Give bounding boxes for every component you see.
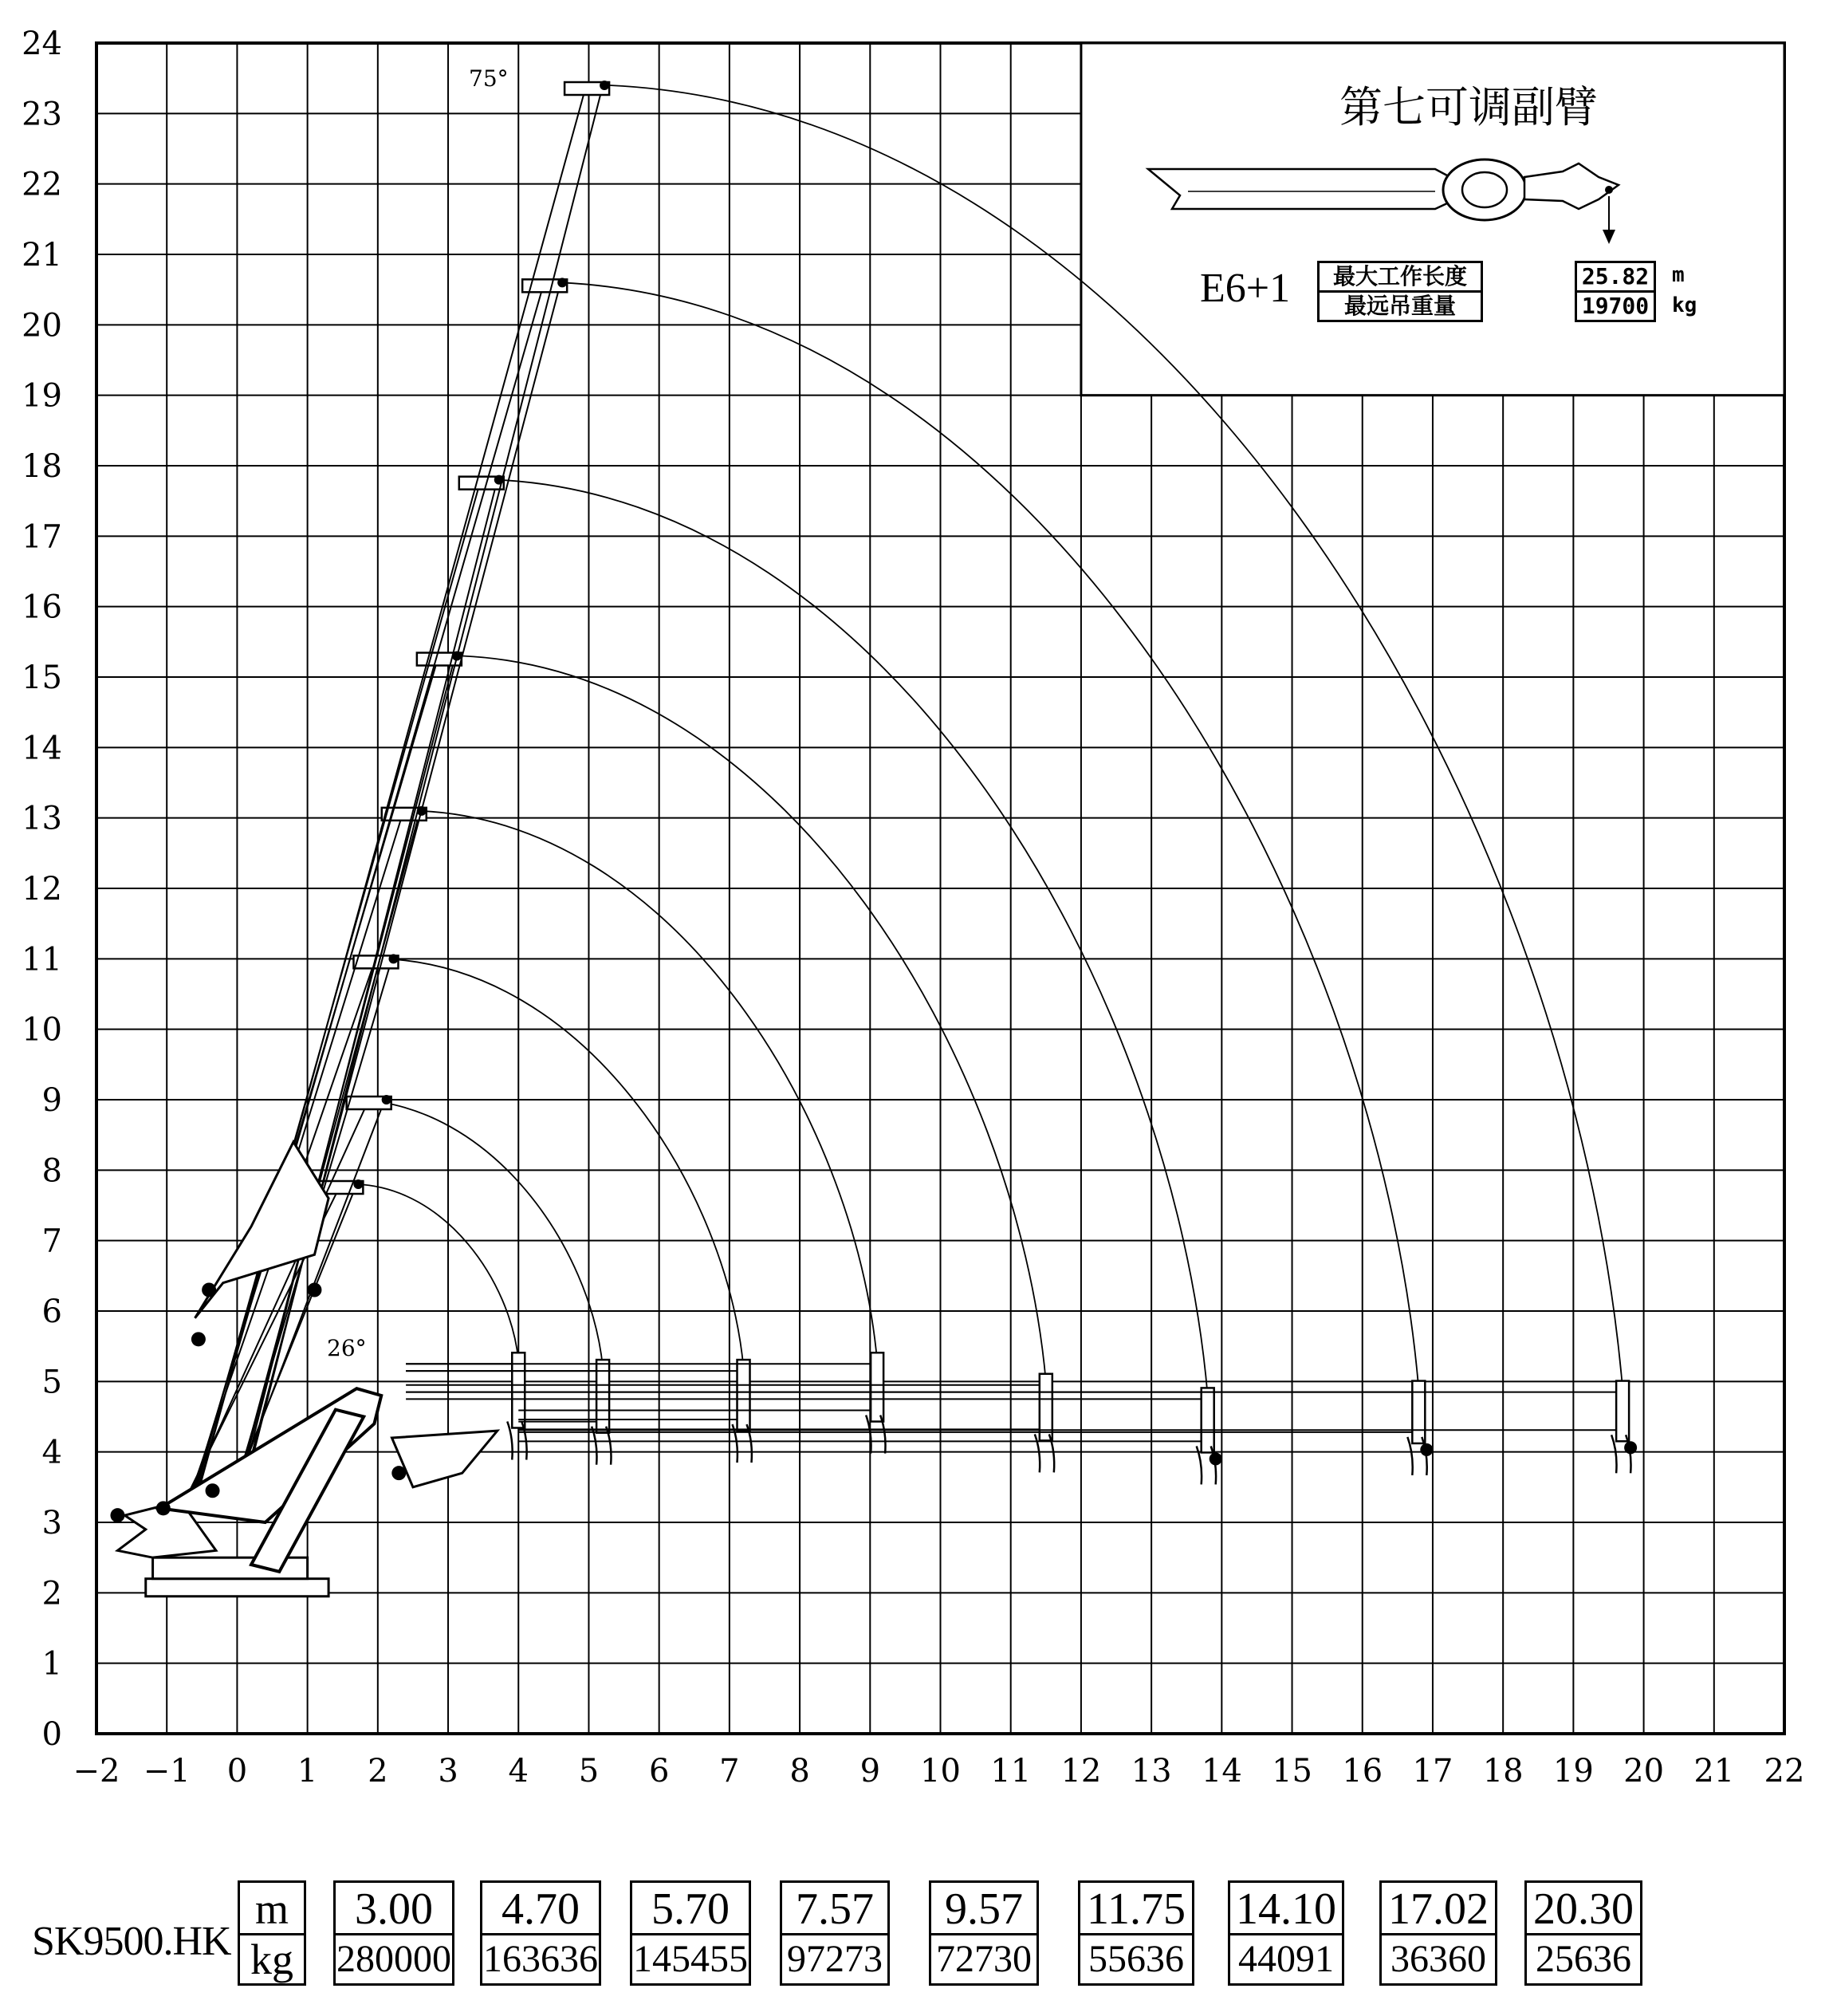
x-tick-label: 9 (859, 1753, 881, 1790)
legend-label-load: 最远吊重量 (1320, 290, 1481, 320)
y-tick-label: 16 (22, 589, 62, 626)
unit-kg: kg (250, 1935, 293, 1983)
y-tick-label: 5 (41, 1364, 62, 1401)
y-tick-label: 18 (22, 448, 62, 485)
x-tick-labels (73, 1753, 1805, 1790)
y-tick-label: 7 (41, 1223, 62, 1260)
legend-value-load: 19700 (1577, 290, 1654, 320)
pin-joint (156, 1501, 171, 1515)
reach-value: 11.75 (1087, 1884, 1186, 1934)
load-value: 36360 (1390, 1938, 1486, 1980)
y-tick-label: 17 (22, 518, 62, 556)
y-tick-label: 6 (41, 1293, 62, 1330)
legend-title: 第七可调副臂 (1339, 82, 1598, 132)
x-tick-label: 12 (1060, 1753, 1102, 1790)
boom-edge (198, 89, 585, 1494)
x-tick-label: 5 (578, 1753, 600, 1790)
boom-collar-low (1202, 1388, 1214, 1452)
y-tick-label: 1 (41, 1645, 62, 1683)
legend-label-box (1317, 261, 1483, 322)
x-tick-label: 21 (1693, 1753, 1735, 1790)
x-tick-label: 16 (1342, 1753, 1383, 1790)
angle-label-max: 75° (469, 65, 509, 92)
boom-collar-low (1616, 1381, 1629, 1442)
x-tick-label: 22 (1764, 1753, 1805, 1790)
x-tick-label: 4 (508, 1753, 529, 1790)
y-tick-label: 11 (22, 941, 62, 978)
y-tick-label: 15 (22, 660, 62, 696)
lowered-arm (391, 1431, 497, 1487)
reach-value: 3.00 (355, 1884, 433, 1934)
load-table-unit-cell (238, 1880, 306, 1986)
boom-tip-pin (557, 278, 567, 287)
boom-tip-pin (600, 81, 609, 90)
model-label: SK9500.HK (32, 1919, 231, 1964)
x-tick-label: 7 (719, 1753, 740, 1790)
load-cell (1078, 1880, 1194, 1986)
legend-unit-length: m (1672, 263, 1685, 287)
y-tick-label: 0 (41, 1716, 62, 1753)
y-tick-label: 10 (22, 1011, 62, 1049)
pin-joint (307, 1283, 321, 1297)
y-tick-label: 12 (22, 871, 62, 908)
y-tick-label: 13 (22, 800, 62, 837)
x-tick-label: 10 (920, 1753, 961, 1790)
jib-pivot-inner (1462, 172, 1507, 207)
pin-joint (202, 1283, 216, 1297)
reach-value: 7.57 (796, 1884, 874, 1934)
y-tick-label: 19 (22, 377, 62, 415)
load-value: 25636 (1536, 1938, 1631, 1980)
x-tick-label: 0 (226, 1753, 248, 1790)
load-value: 44091 (1238, 1938, 1334, 1980)
reach-value: 17.02 (1388, 1884, 1489, 1934)
x-tick-label: 8 (789, 1753, 810, 1790)
reach-value: 14.10 (1236, 1884, 1336, 1934)
jib-pin (1605, 186, 1613, 194)
y-tick-label: 2 (41, 1575, 62, 1612)
unit-m: m (254, 1885, 289, 1933)
load-cell (1228, 1880, 1344, 1986)
hook-block (1210, 1452, 1222, 1465)
x-tick-label: 17 (1412, 1753, 1453, 1790)
load-value: 72730 (936, 1938, 1032, 1980)
legend-label-length: 最大工作长度 (1332, 263, 1467, 289)
y-tick-label: 9 (41, 1082, 62, 1119)
load-cell (929, 1880, 1039, 1986)
y-tick-labels (22, 26, 62, 1753)
envelope-arc (356, 1100, 603, 1368)
x-tick-label: 3 (438, 1753, 458, 1790)
x-tick-label: 20 (1623, 1753, 1665, 1790)
reach-value: 20.30 (1533, 1884, 1634, 1934)
load-value: 280000 (336, 1938, 451, 1980)
y-tick-label: 8 (41, 1152, 62, 1190)
load-value: 55636 (1088, 1938, 1184, 1980)
y-tick-label: 24 (22, 26, 62, 62)
jib-body (1148, 169, 1459, 209)
x-tick-label: 15 (1272, 1753, 1312, 1790)
legend-unit-load: kg (1672, 293, 1697, 317)
hook-block (1624, 1441, 1637, 1454)
boom-tip-pin (353, 1179, 363, 1189)
load-cell (1379, 1880, 1497, 1986)
y-tick-label: 14 (22, 730, 62, 767)
load-value: 97273 (787, 1938, 883, 1980)
y-tick-label: 22 (22, 166, 62, 203)
x-tick-label: 14 (1201, 1753, 1242, 1790)
boom-tip-pin (382, 1095, 391, 1104)
envelope-arc (420, 811, 877, 1360)
envelope-arc (561, 282, 1418, 1388)
boom-collar-low (738, 1360, 750, 1431)
legend-code: E6+1 (1200, 266, 1291, 311)
envelope-arc (498, 480, 1208, 1396)
load-cell (480, 1880, 601, 1986)
hook-block (1420, 1443, 1433, 1456)
load-cell (630, 1880, 751, 1986)
y-tick-label: 20 (22, 307, 62, 345)
load-value: 145455 (633, 1938, 748, 1980)
boom-collar-low (871, 1353, 883, 1421)
y-tick-label: 21 (22, 237, 62, 274)
load-cell (333, 1880, 454, 1986)
legend-value-length: 25.82 (1581, 263, 1650, 289)
envelope-arc (385, 959, 744, 1367)
crane-base (110, 1142, 497, 1597)
load-cell (780, 1880, 890, 1986)
reach-value: 9.57 (945, 1884, 1023, 1934)
legend-value-box (1575, 261, 1656, 322)
x-tick-label: −2 (73, 1753, 120, 1790)
load-cell (1524, 1880, 1642, 1986)
x-tick-label: 18 (1482, 1753, 1524, 1790)
boom-edge (238, 85, 603, 1515)
reach-value: 5.70 (651, 1884, 730, 1934)
envelope-arc (356, 1184, 518, 1360)
x-tick-label: 2 (368, 1753, 388, 1790)
pin-joint (110, 1508, 124, 1522)
angle-label-min: 26° (327, 1335, 367, 1361)
x-tick-label: 13 (1131, 1753, 1172, 1790)
y-tick-label: 3 (41, 1505, 62, 1542)
x-tick-label: 19 (1552, 1753, 1594, 1790)
x-tick-label: 6 (648, 1753, 670, 1790)
load-value: 163636 (483, 1938, 598, 1980)
reach-value: 4.70 (502, 1884, 580, 1934)
main-arm (159, 1388, 381, 1522)
pin-joint (191, 1332, 206, 1346)
y-tick-label: 4 (41, 1434, 62, 1471)
boom-collar-low (1412, 1381, 1425, 1443)
y-tick-label: 23 (22, 96, 62, 133)
pin-joint (206, 1483, 220, 1498)
x-tick-label: −1 (143, 1753, 191, 1790)
x-tick-label: 11 (990, 1753, 1032, 1790)
base-plate (146, 1579, 328, 1597)
x-tick-label: 1 (297, 1753, 318, 1790)
pin-joint (391, 1466, 406, 1480)
boom-tip-pin (388, 954, 398, 963)
